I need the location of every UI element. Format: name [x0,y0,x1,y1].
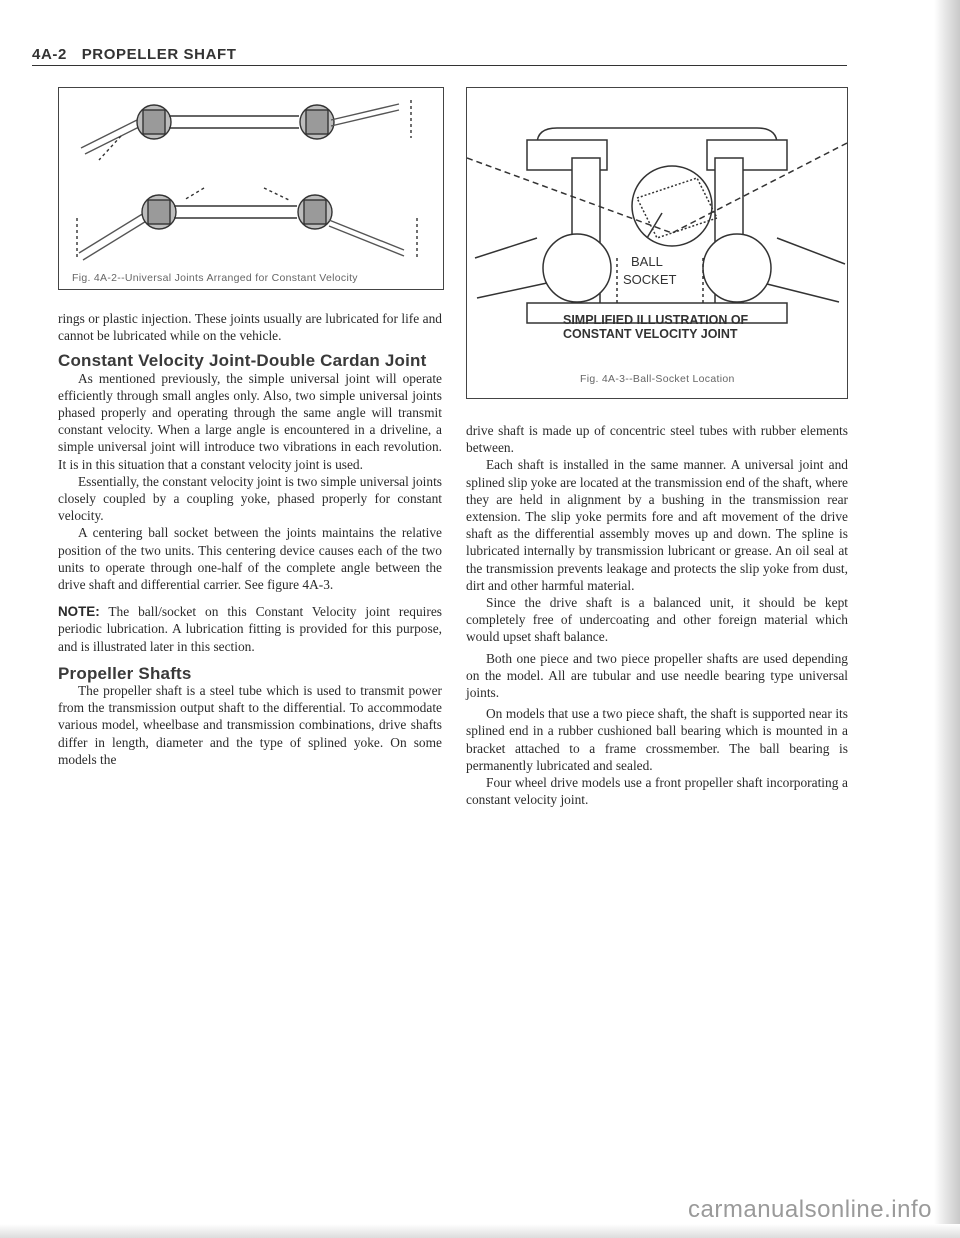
label-socket: SOCKET [623,272,677,287]
illustration-title-line1: SIMPLIFIED ILLUSTRATION OF [563,313,749,327]
paragraph-r6: Four wheel drive models use a front propeller shaft incorporating a constant velocity joint. [466,775,848,808]
paragraph-intro: rings or plastic injection. These joints usually are lubricated for life and cannot be lubricated while on the vehicle. [58,311,442,344]
page-header [32,46,847,66]
paragraph-r5: On models that use a two piece shaft, the shaft is supported near its splined end in a rubber cushioned ball bearing which is mounted in a bracket attached to a frame crossmember. The ball bearing is permanently lubricated and sealed. [466,706,848,773]
watermark: carmanualsonline.info [688,1196,932,1223]
paragraph-r2: Each shaft is installed in the same manner. A universal joint and splined slip yoke are located at the transmission end of the shaft, where they are held in alignment by a bushing in the transmission rear extension. The slip yoke permits fore and aft movement of the drive shaft as the differential assembly moves up and down. The spline is lubricated internally by transmission lubricant or grease. An oil seal at the transmission prevents leakage and protects the slip yoke from dust, dirt and other harmful material. [466,457,848,593]
heading-propeller-shafts: Propeller Shafts [58,663,192,683]
note-paragraph [58,603,442,655]
note-label: NOTE: [58,604,100,620]
paragraph-cv-1: As mentioned previously, the simple universal joint will operate efficiently through small angles only. Also, two simple universal joints phased properly and operating through the same angle will transmit constant velocity. When a large angle is encountered in a driveline, a simple universal joint will introduce two vibrations in each revolution. It is in this situation that a constant velocity joint is used. [58,370,442,472]
paragraph-r4: Both one piece and two piece propeller shafts are used depending on the model. All are tubular and use needle bearing type universal joints. [466,650,848,701]
section-title: PROPELLER SHAFT [81,46,237,63]
ball-socket-illustration [467,88,847,338]
label-ball: BALL [631,254,663,269]
figure-4a3-caption: Fig. 4A-3--Ball-Socket Location [580,373,735,385]
right-column [466,422,848,808]
paragraph-cv-3: A centering ball socket between the joints maintains the relative position of the two units. This centering device causes each of the two units to operate through one-half of the complete angle between the drive shaft and differential carrier. See figure 4A-3. [58,525,442,593]
figure-universal-joints [58,87,444,290]
paragraph-ps-1: The propeller shaft is a steel tube which is used to transmit power from the transmission output shaft to the differential. To accommodate various model, wheelbase and transmission combinations, drive shafts differ in length, diameter and the type of splined yoke. On some models the [58,683,442,767]
figure-ball-socket [466,87,848,399]
page-bottom-shadow [0,1224,960,1238]
illustration-title-line2: CONSTANT VELOCITY JOINT [563,327,738,338]
paragraph-r1: drive shaft is made up of concentric steel tubes with rubber elements between. [466,423,848,456]
paragraph-r3: Since the drive shaft is a balanced unit, it should be kept completely free of undercoating and other foreign material which would upset shaft balance. [466,595,848,645]
page-number: 4A-2 [32,46,67,63]
page-edge-shadow [934,0,960,1238]
heading-constant-velocity: Constant Velocity Joint-Double Cardan Joint [58,351,427,371]
figure-4a2-caption: Fig. 4A-2--Universal Joints Arranged for Constant Velocity [72,272,358,284]
note-text: The ball/socket on this Constant Velocity joint requires periodic lubrication. A lubrication fitting is provided for this purpose, and is illustrated later in this section. [58,604,443,654]
paragraph-cv-2: Essentially, the constant velocity joint is two simple universal joints closely coupled by a coupling yoke, phased properly for constant velocity. [58,473,442,524]
left-column [58,310,442,768]
universal-joints-illustration [59,88,443,289]
